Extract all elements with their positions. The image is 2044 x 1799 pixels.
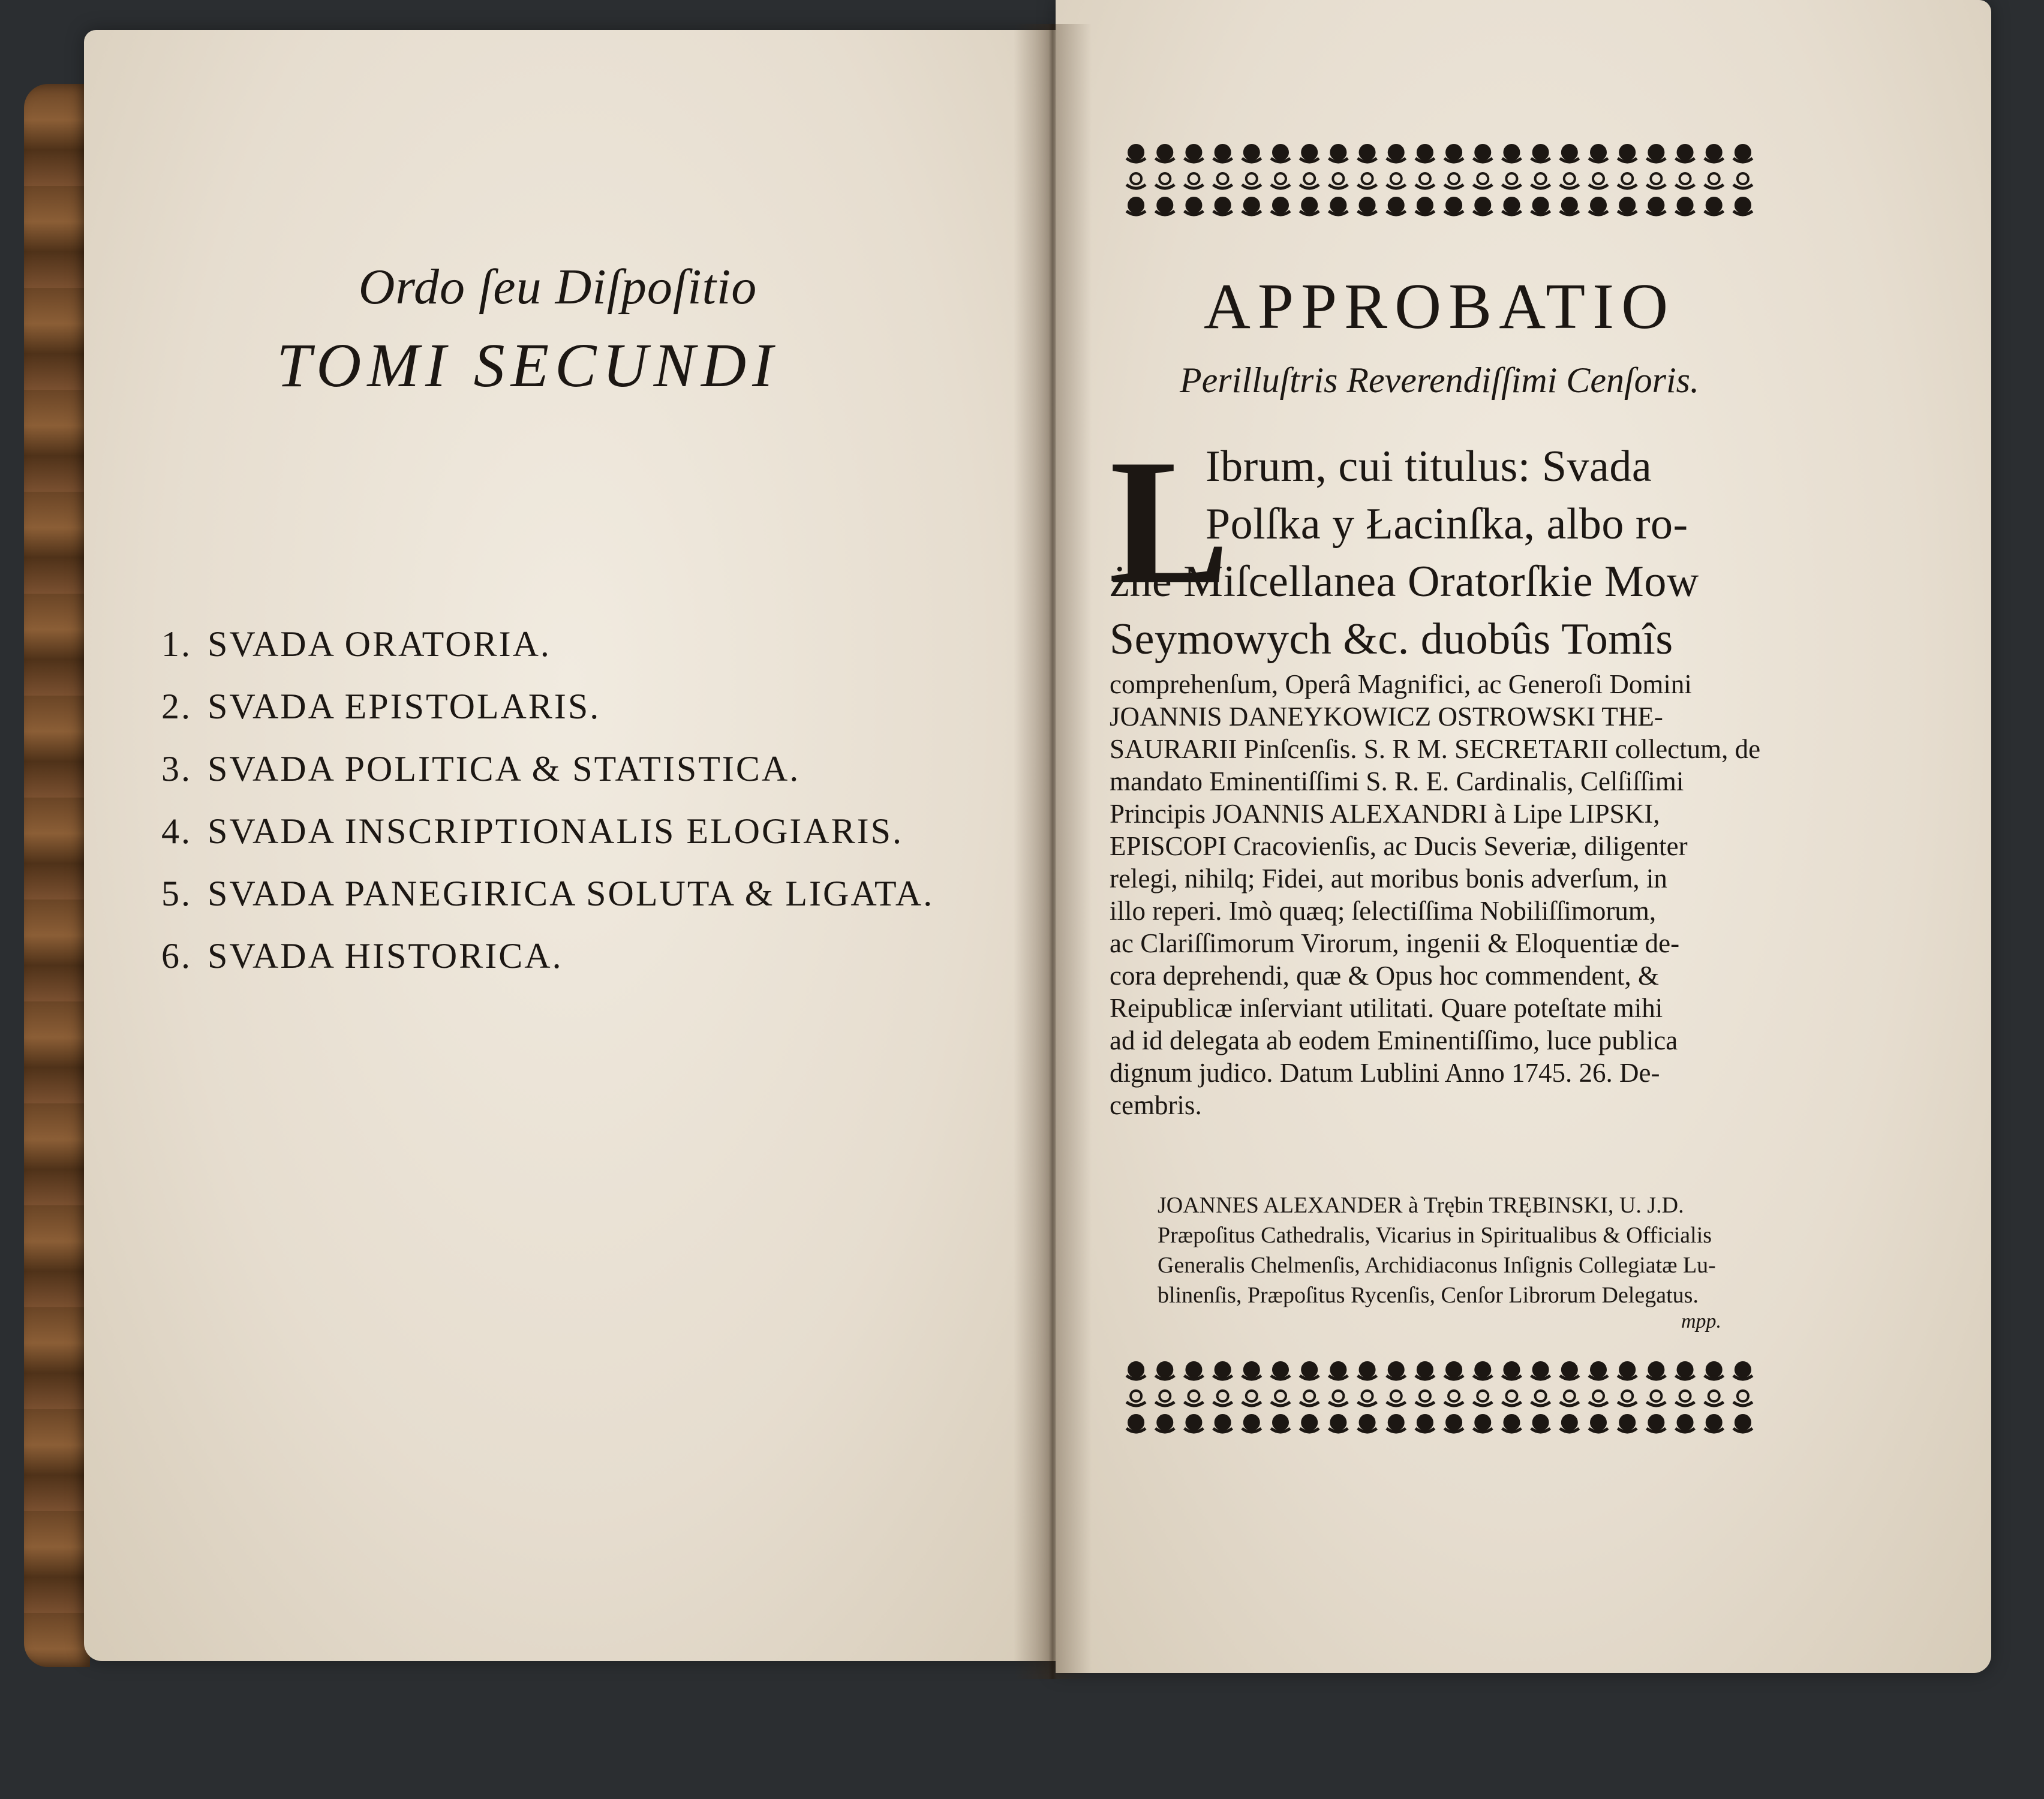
toc-item xyxy=(126,624,996,686)
drop-cap: L xyxy=(1110,422,1230,621)
fleuron-ornament xyxy=(1213,173,1233,188)
fleuron-ornament xyxy=(1155,173,1174,188)
fleuron-ornament xyxy=(1531,1362,1550,1379)
toc-item xyxy=(126,935,996,998)
fleuron-ornament xyxy=(1531,1415,1550,1432)
fleuron-ornament xyxy=(1733,1362,1753,1379)
body-line: ac Clariſſimorum Virorum, ingenii & Eloquentiæ de- xyxy=(1110,928,1680,958)
fleuron-ornament xyxy=(1415,145,1435,162)
fleuron-ornament xyxy=(1473,1415,1492,1432)
fleuron-ornament xyxy=(1213,1415,1233,1432)
fleuron-ornament xyxy=(1328,173,1348,188)
fleuron-ornament xyxy=(1618,1391,1637,1406)
fleuron-ornament xyxy=(1705,198,1724,215)
fleuron-ornament xyxy=(1502,1391,1521,1406)
fleuron-ornament xyxy=(1531,173,1550,188)
fleuron-ornament xyxy=(1415,1391,1435,1406)
fleuron-ornament xyxy=(1242,173,1261,188)
fleuron-ornament xyxy=(1155,1362,1174,1379)
fleuron-ornament xyxy=(1415,1415,1435,1432)
body-line: relegi, nihilq; Fidei, aut moribus bonis adverſum, in xyxy=(1110,864,1667,894)
body-line: JOANNIS DANEYKOWICZ OSTROWSKI THE- xyxy=(1110,702,1663,732)
ornament-band-top xyxy=(1122,138,1757,222)
approbatio-body xyxy=(1110,422,1769,1121)
fleuron-ornament xyxy=(1358,1415,1377,1432)
fleuron-ornament xyxy=(1213,145,1233,162)
approbatio-subtitle: Perilluſtris Reverendiſſimi Cenſoris. xyxy=(1179,360,1699,400)
fleuron-ornament xyxy=(1184,145,1203,162)
fleuron-ornament xyxy=(1271,1415,1290,1432)
signature-line: blinenſis, Præpoſitus Rycenſis, Cenſor Librorum Delegatus. xyxy=(1158,1283,1699,1308)
fleuron-ornament xyxy=(1473,1391,1492,1406)
fleuron-ornament xyxy=(1473,173,1492,188)
fleuron-ornament xyxy=(1560,198,1579,215)
body-line: Ibrum, cui titulus: Svada xyxy=(1206,442,1652,491)
fleuron-ornament xyxy=(1213,1391,1233,1406)
fleuron-ornament xyxy=(1126,173,1146,188)
fleuron-ornament xyxy=(1387,1391,1406,1406)
fleuron-ornament xyxy=(1531,198,1550,215)
heading-ordo: Ordo ſeu Diſpoſitio xyxy=(358,259,758,315)
fleuron-ornament xyxy=(1733,1415,1753,1432)
fleuron-ornament xyxy=(1676,1391,1695,1406)
body-line: EPISCOPI Cracovienſis, ac Ducis Severiæ, diligenter xyxy=(1110,831,1688,861)
body-line: comprehenſum, Operâ Magnifici, ac Generoſi Domini xyxy=(1110,669,1692,699)
signature-mpp: mpp. xyxy=(1681,1310,1721,1332)
toc-label: SVADA EPISTOLARIS. xyxy=(208,687,601,726)
toc-label: SVADA HISTORICA. xyxy=(208,936,563,976)
table-of-contents xyxy=(126,624,996,998)
fleuron-ornament xyxy=(1618,198,1637,215)
fleuron-ornament xyxy=(1589,145,1608,162)
fleuron-ornament xyxy=(1646,1415,1666,1432)
fleuron-ornament xyxy=(1444,173,1463,188)
fleuron-ornament xyxy=(1444,198,1463,215)
fleuron-ornament xyxy=(1502,173,1521,188)
fleuron-ornament xyxy=(1387,1362,1406,1379)
fleuron-ornament xyxy=(1676,198,1695,215)
fleuron-ornament xyxy=(1531,145,1550,162)
fleuron-ornament xyxy=(1705,1362,1724,1379)
fleuron-ornament xyxy=(1733,173,1753,188)
toc-number: 6. xyxy=(161,936,192,976)
fleuron-ornament xyxy=(1155,1415,1174,1432)
fleuron-ornament xyxy=(1589,1415,1608,1432)
toc-item xyxy=(126,748,996,811)
toc-label: SVADA PANEGIRICA SOLUTA & LIGATA. xyxy=(208,874,934,913)
fleuron-ornament xyxy=(1589,173,1608,188)
fleuron-ornament xyxy=(1705,1391,1724,1406)
heading-tomi-secundi: TOMI SECUNDI xyxy=(276,331,779,400)
fleuron-ornament xyxy=(1184,1415,1203,1432)
toc-label: SVADA POLITICA & STATISTICA. xyxy=(208,749,801,789)
fleuron-ornament xyxy=(1242,198,1261,215)
fleuron-ornament xyxy=(1502,1362,1521,1379)
fleuron-ornament xyxy=(1589,1391,1608,1406)
fleuron-ornament xyxy=(1213,1362,1233,1379)
fleuron-ornament xyxy=(1618,173,1637,188)
fleuron-ornament xyxy=(1155,1391,1174,1406)
fleuron-ornament xyxy=(1126,198,1146,215)
fleuron-ornament xyxy=(1126,1415,1146,1432)
fleuron-ornament xyxy=(1387,173,1406,188)
fleuron-ornament xyxy=(1387,1415,1406,1432)
fleuron-ornament xyxy=(1328,145,1348,162)
fleuron-ornament xyxy=(1560,1391,1579,1406)
toc-number: 2. xyxy=(161,687,192,726)
body-line: ad id delegata ab eodem Eminentiſſimo, luce publica xyxy=(1110,1025,1678,1055)
fleuron-ornament xyxy=(1184,1362,1203,1379)
fleuron-ornament xyxy=(1328,1391,1348,1406)
fleuron-ornament xyxy=(1676,145,1695,162)
fleuron-ornament xyxy=(1358,173,1377,188)
fleuron-ornament xyxy=(1184,198,1203,215)
toc-number: 4. xyxy=(161,811,192,851)
fleuron-ornament xyxy=(1271,1362,1290,1379)
fleuron-ornament xyxy=(1705,1415,1724,1432)
fleuron-ornament xyxy=(1560,1415,1579,1432)
toc-item xyxy=(126,873,996,935)
body-line: SAURARII Pinſcenſis. S. R M. SECRETARII collectum, de xyxy=(1110,734,1761,764)
fleuron-ornament xyxy=(1473,145,1492,162)
body-line: cembris. xyxy=(1110,1090,1202,1120)
fleuron-ornament xyxy=(1271,173,1290,188)
body-line: żne Miſcellanea Oratorſkie Mow xyxy=(1110,557,1699,606)
censor-signature xyxy=(1158,1190,1733,1333)
fleuron-ornament xyxy=(1646,145,1666,162)
ornament-band-bottom xyxy=(1122,1355,1757,1439)
fleuron-ornament xyxy=(1676,1362,1695,1379)
fleuron-ornament xyxy=(1242,1415,1261,1432)
fleuron-ornament xyxy=(1646,1362,1666,1379)
toc-item xyxy=(126,686,996,748)
fleuron-ornament xyxy=(1560,173,1579,188)
fleuron-ornament xyxy=(1242,1362,1261,1379)
fleuron-ornament xyxy=(1300,173,1319,188)
fleuron-ornament xyxy=(1618,1415,1637,1432)
fleuron-ornament xyxy=(1126,1362,1146,1379)
fleuron-ornament xyxy=(1155,145,1174,162)
fleuron-ornament xyxy=(1271,198,1290,215)
fleuron-ornament xyxy=(1242,1391,1261,1406)
fleuron-ornament xyxy=(1213,198,1233,215)
fleuron-ornament xyxy=(1300,198,1319,215)
toc-number: 5. xyxy=(161,874,192,913)
signature-line: JOANNES ALEXANDER à Trębin TRĘBINSKI, U. J.D. xyxy=(1158,1193,1684,1218)
fleuron-ornament xyxy=(1300,145,1319,162)
fleuron-ornament xyxy=(1733,1391,1753,1406)
toc-label: SVADA INSCRIPTIONALIS ELOGIARIS. xyxy=(208,811,903,851)
fleuron-ornament xyxy=(1358,198,1377,215)
fleuron-ornament xyxy=(1126,145,1146,162)
body-line: dignum judico. Datum Lublini Anno 1745. 26. De- xyxy=(1110,1058,1660,1088)
fleuron-ornament xyxy=(1300,1415,1319,1432)
signature-line: Præpoſitus Cathedralis, Vicarius in Spiritualibus & Officialis xyxy=(1158,1223,1712,1248)
body-line: mandato Eminentiſſimi S. R. E. Cardinalis, Celſiſſimi xyxy=(1110,766,1684,796)
fleuron-ornament xyxy=(1358,145,1377,162)
fleuron-ornament xyxy=(1733,145,1753,162)
body-line: Polſka y Łacinſka, albo ro- xyxy=(1206,500,1688,549)
fleuron-ornament xyxy=(1358,1391,1377,1406)
fleuron-ornament xyxy=(1242,145,1261,162)
body-line: cora deprehendi, quæ & Opus hoc commendent, & xyxy=(1110,961,1660,991)
fleuron-ornament xyxy=(1415,173,1435,188)
fleuron-ornament xyxy=(1705,145,1724,162)
fleuron-ornament xyxy=(1502,145,1521,162)
fleuron-ornament xyxy=(1328,1415,1348,1432)
fleuron-ornament xyxy=(1676,1415,1695,1432)
fleuron-ornament xyxy=(1473,198,1492,215)
approbatio-title: APPROBATIO xyxy=(1203,271,1676,342)
fleuron-ornament xyxy=(1560,1362,1579,1379)
fleuron-ornament xyxy=(1646,1391,1666,1406)
fleuron-ornament xyxy=(1502,198,1521,215)
fleuron-ornament xyxy=(1387,198,1406,215)
fleuron-ornament xyxy=(1733,198,1753,215)
fleuron-ornament xyxy=(1589,1362,1608,1379)
fleuron-ornament xyxy=(1300,1391,1319,1406)
fleuron-ornament xyxy=(1415,1362,1435,1379)
toc-label: SVADA ORATORIA. xyxy=(208,624,551,664)
fleuron-ornament xyxy=(1444,1391,1463,1406)
fleuron-ornament xyxy=(1444,145,1463,162)
fleuron-ornament xyxy=(1618,1362,1637,1379)
toc-item xyxy=(126,811,996,873)
fleuron-ornament xyxy=(1387,145,1406,162)
fleuron-ornament xyxy=(1358,1362,1377,1379)
fleuron-ornament xyxy=(1415,198,1435,215)
book-binding xyxy=(24,84,90,1667)
fleuron-ornament xyxy=(1444,1362,1463,1379)
body-line: Principis JOANNIS ALEXANDRI à Lipe LIPSKI, xyxy=(1110,799,1660,829)
fleuron-ornament xyxy=(1155,198,1174,215)
fleuron-ornament xyxy=(1444,1415,1463,1432)
fleuron-ornament xyxy=(1618,145,1637,162)
fleuron-ornament xyxy=(1328,1362,1348,1379)
fleuron-ornament xyxy=(1473,1362,1492,1379)
fleuron-ornament xyxy=(1589,198,1608,215)
signature-line: Generalis Chelmenſis, Archidiaconus Inſignis Collegiatæ Lu- xyxy=(1158,1253,1716,1278)
fleuron-ornament xyxy=(1705,173,1724,188)
fleuron-ornament xyxy=(1271,145,1290,162)
fleuron-ornament xyxy=(1560,145,1579,162)
body-line: Seymowych &c. duobûs Tomîs xyxy=(1110,615,1673,664)
fleuron-ornament xyxy=(1531,1391,1550,1406)
fleuron-ornament xyxy=(1646,198,1666,215)
toc-number: 1. xyxy=(161,624,192,664)
fleuron-ornament xyxy=(1271,1391,1290,1406)
fleuron-ornament xyxy=(1328,198,1348,215)
fleuron-ornament xyxy=(1502,1415,1521,1432)
fleuron-ornament xyxy=(1126,1391,1146,1406)
fleuron-ornament xyxy=(1184,1391,1203,1406)
fleuron-ornament xyxy=(1676,173,1695,188)
toc-number: 3. xyxy=(161,749,192,789)
fleuron-ornament xyxy=(1184,173,1203,188)
body-line: Reipublicæ inſerviant utilitati. Quare poteſtate mihi xyxy=(1110,993,1663,1023)
body-line: illo reperi. Imò quæq; ſelectiſſima Nobiliſſimorum, xyxy=(1110,896,1657,926)
fleuron-ornament xyxy=(1300,1362,1319,1379)
fleuron-ornament xyxy=(1646,173,1666,188)
